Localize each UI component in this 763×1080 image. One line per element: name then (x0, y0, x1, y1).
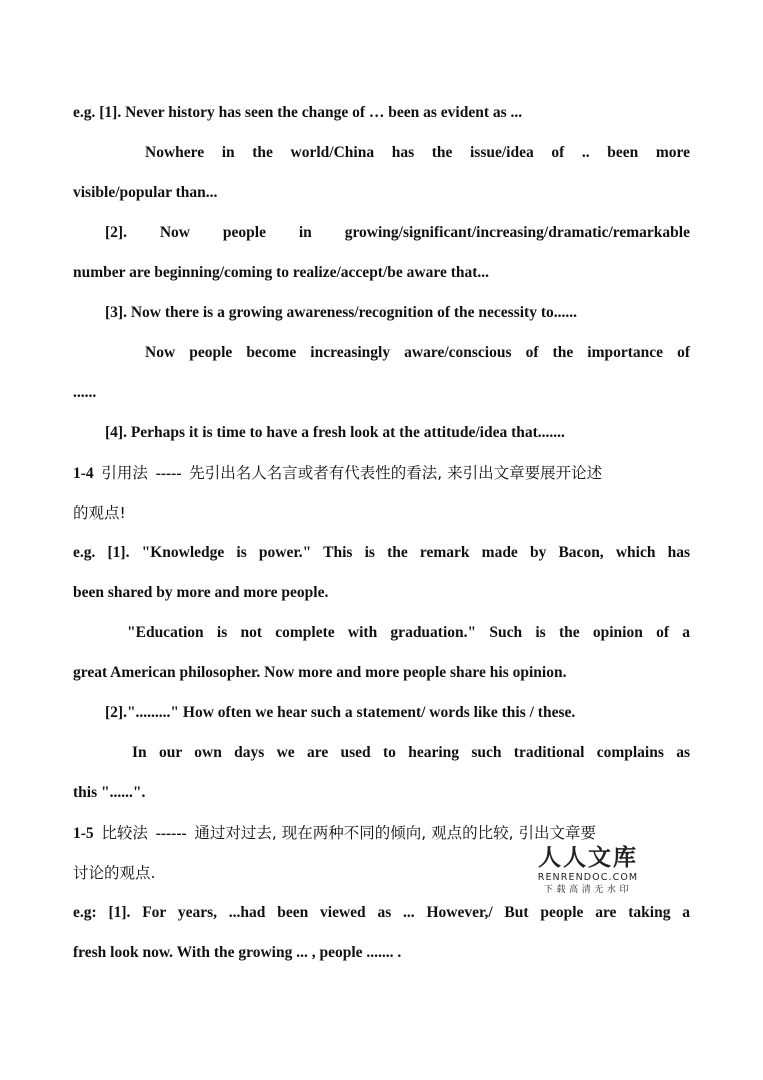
text-line: [2]. Now people in growing/significant/increasing/dramatic/remarkable (105, 224, 690, 241)
section-heading-1-4 (73, 463, 602, 484)
watermark-url: RENRENDOC.COM (537, 872, 639, 883)
text-line: [3]. Now there is a growing awareness/recognition of the necessity to...... (105, 304, 577, 321)
text-line: "Education is not complete with graduation." Such is the opinion of a (127, 624, 690, 641)
text-line: been shared by more and more people. (73, 584, 329, 601)
text-line: this "......". (73, 784, 146, 801)
heading-title: 比较法 (101, 824, 148, 842)
text-line: e.g. [1]. Never history has seen the change of … been as evident as ... (73, 104, 523, 121)
heading-number: 1-5 (73, 825, 94, 842)
heading-dashes: ------ (155, 825, 187, 842)
text-line: e.g: [1]. For years, ...had been viewed as ... However,/ But people are taking a (73, 904, 690, 921)
text-line: ...... (73, 384, 97, 401)
text-line: visible/popular than... (73, 184, 218, 201)
text-line: [4]. Perhaps it is time to have a fresh look at the attitude/idea that....... (105, 424, 565, 441)
watermark-logo-text: 人人文库 (538, 844, 638, 871)
heading-description: 先引出名人名言或者有代表性的看法, 来引出文章要展开论述 (189, 464, 603, 482)
text-line: e.g. [1]. "Knowledge is power." This is the remark made by Bacon, which has (73, 544, 690, 561)
heading-title: 引用法 (101, 464, 148, 482)
text-line: Now people become increasingly aware/conscious of the importance of (145, 344, 690, 361)
text-line: In our own days we are used to hearing such traditional complains as (132, 744, 690, 761)
heading-continuation: 讨论的观点. (73, 864, 156, 882)
section-heading-1-5 (73, 823, 596, 844)
renrendoc-watermark (536, 845, 640, 896)
text-line: great American philosopher. Now more and more people share his opinion. (73, 664, 567, 681)
text-line: fresh look now. With the growing ... , people ....... . (73, 944, 402, 961)
text-line: Nowhere in the world/China has the issue/idea of .. been more (145, 144, 690, 161)
heading-continuation: 的观点! (73, 504, 126, 522)
heading-dashes: ----- (155, 465, 182, 482)
text-line: [2]."........." How often we hear such a statement/ words like this / these. (105, 704, 576, 721)
heading-description: 通过对过去, 现在两种不同的倾向, 观点的比较, 引出文章要 (194, 824, 596, 842)
heading-number: 1-4 (73, 465, 94, 482)
text-line: number are beginning/coming to realize/accept/be aware that... (73, 264, 490, 281)
watermark-subtitle: 下载高清无水印 (543, 885, 633, 895)
